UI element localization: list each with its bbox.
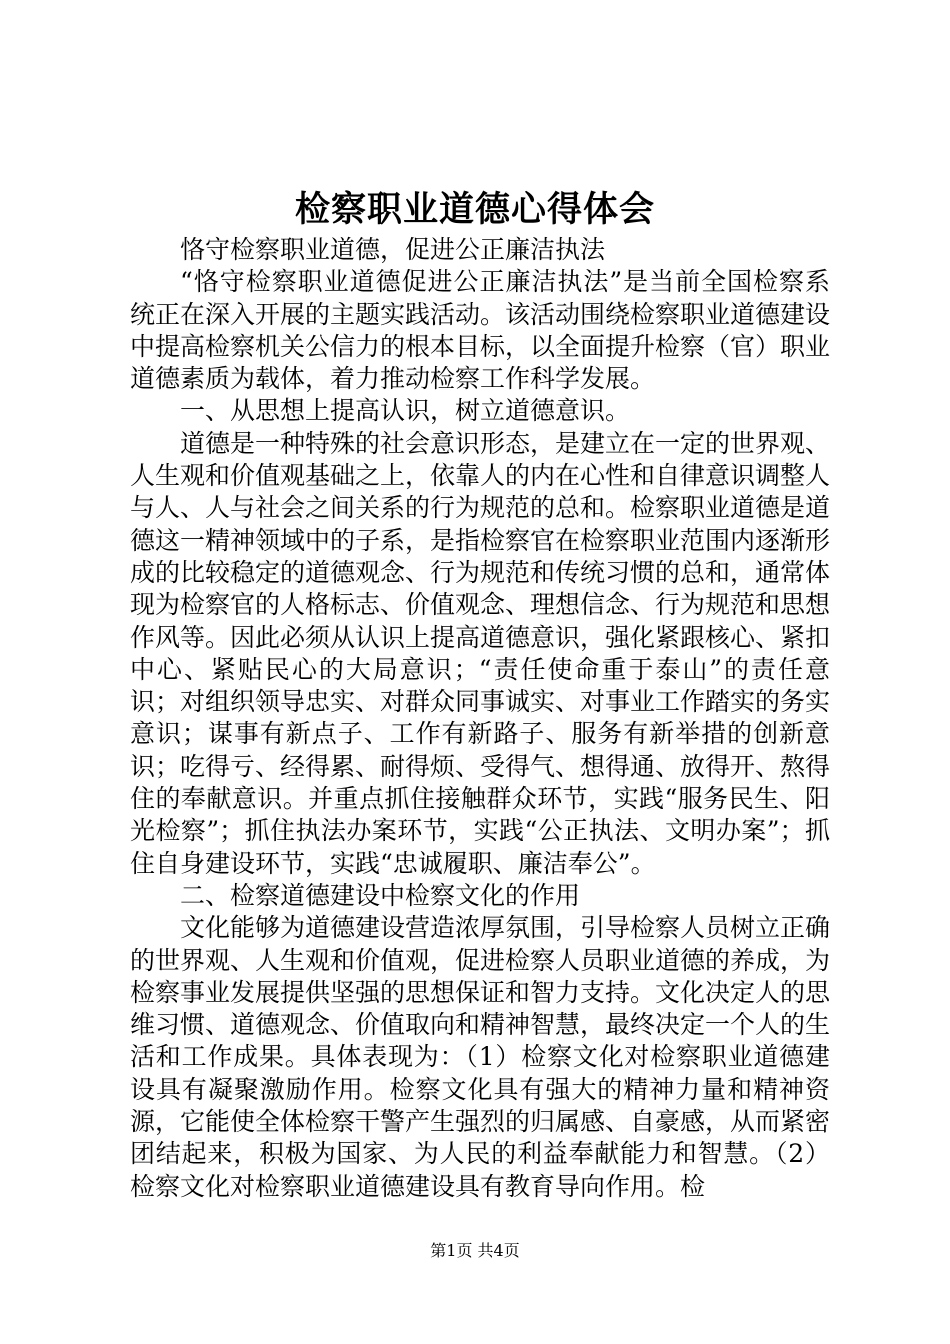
section-heading-1: 一、从思想上提高认识，树立道德意识。 — [180, 396, 631, 426]
paragraph-section-2: 文化能够为道德建设营造浓厚氛围，引导检察人员树立正确的世界观、人生观和价值观，促进检察人员职业道德的养成，为检察事业发展提供坚强的思想保证和智力支持。文化决定人的思维习惯、道德观念、价值取向和精神智慧，最终决定一个人的生活和工作成果。具体表现为：（1）检察文化对检察职业道德建设具有凝聚激励作用。检察文化具有强大的精神力量和精神资源，它能使全体检察干警产生强烈的归属感、自豪感，从而紧密团结起来，积极为国家、为人民的利益奉献能力和智慧。（2）检察文化对检察职业道德建设具有教育导向作用。检 — [130, 913, 831, 1201]
section-heading-2: 二、检察道德建设中检察文化的作用 — [180, 880, 581, 910]
paragraph-intro: “恪守检察职业道德促进公正廉洁执法”是当前全国检察系统正在深入开展的主题实践活动。该活动围绕检察职业道德建设中提高检察机关公信力的根本目标，以全面提升检察（官）职业道德素质为载体，着力推动检察工作科学发展。 — [130, 267, 831, 394]
document-title: 检察职业道德心得体会 — [294, 189, 655, 230]
document-body — [130, 234, 830, 1203]
paragraph-section-1: 道德是一种特殊的社会意识形态，是建立在一定的世界观、人生观和价值观基础之上，依靠人的内在心性和自律意识调整人与人、人与社会之间关系的行为规范的总和。检察职业道德是道德这一精神领域中的子系，是指检察官在检察职业范围内逐渐形成的比较稳定的道德观念、行为规范和传统习惯的总和，通常体现为检察官的人格标志、价值观念、理想信念、行为规范和思想作风等。因此必须从认识上提高道德意识，强化紧跟核心、紧扣中心、紧贴民心的大局意识；“责任使命重于泰山”的责任意识；对组织领导忠实、对群众同事诚实、对事业工作踏实的务实意识；谋事有新点子、工作有新路子、服务有新举措的创新意识；吃得亏、经得累、耐得烦、受得气、想得通、放得开、熬得住的奉献意识。并重点抓住接触群众环节，实践“服务民生、阳光检察”；抓住执法办案环节，实践“公正执法、文明办案”；抓住自身建设环节，实践“忠诚履职、廉洁奉公”。 — [130, 428, 831, 878]
page-number-footer: 第1页 共4页 — [430, 1241, 520, 1260]
paragraph-subtitle: 恪守检察职业道德，促进公正廉洁执法 — [180, 235, 606, 264]
